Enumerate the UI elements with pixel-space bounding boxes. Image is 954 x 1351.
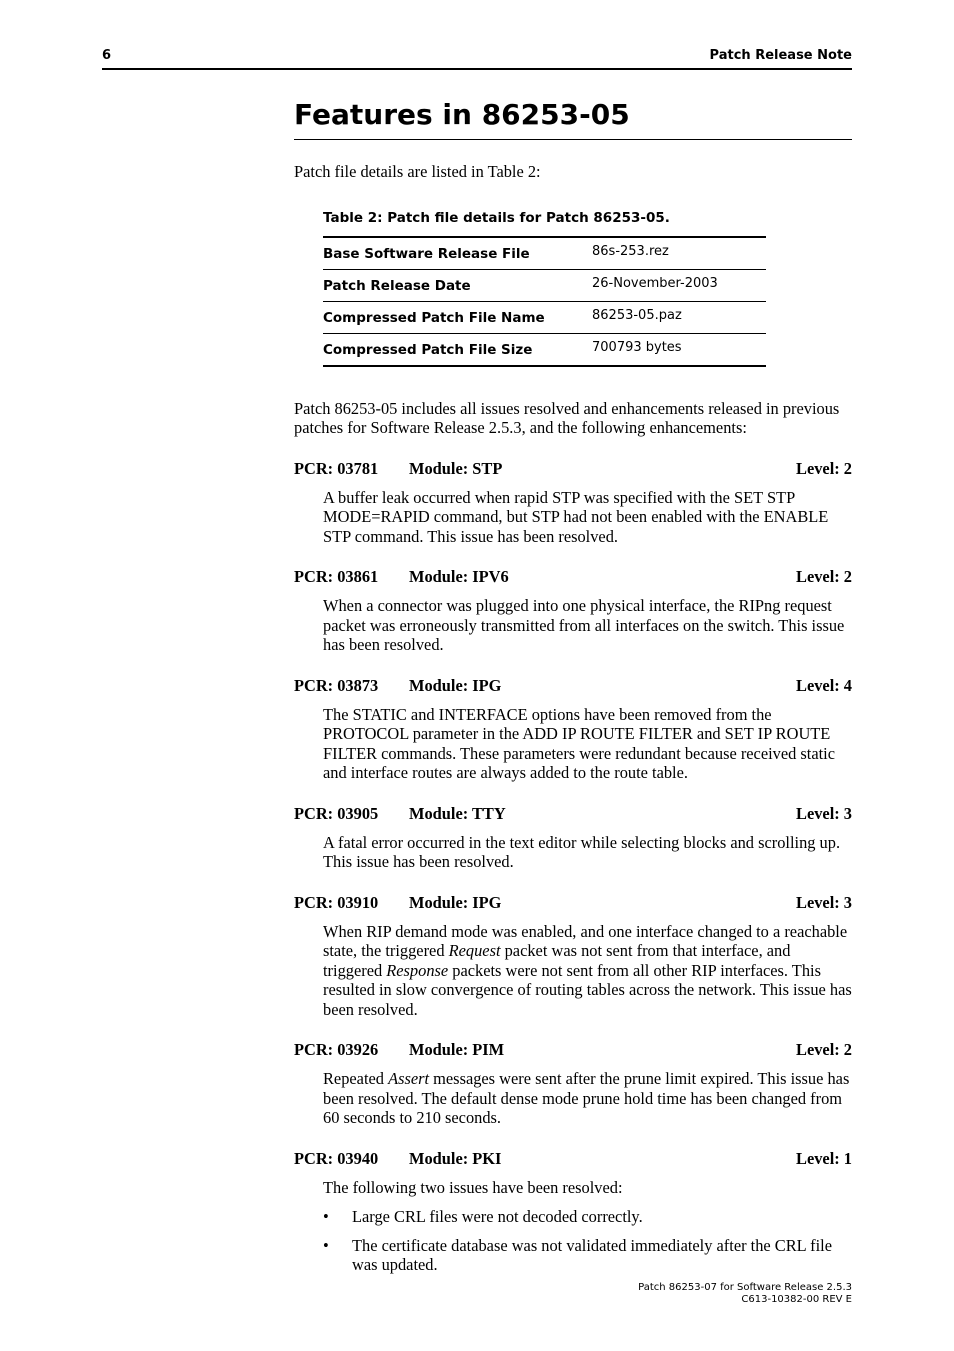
text-run: packet was not sent from that interface, and triggered bbox=[323, 941, 791, 980]
pcr-module: Module: IPG bbox=[409, 675, 502, 695]
list-item-text: The certificate database was not validated immediately after the CRL file was updated. bbox=[352, 1235, 832, 1274]
pcr-heading bbox=[294, 1040, 852, 1060]
page-number: 6 bbox=[102, 48, 112, 63]
text-run: packets were not sent from all other RIP interfaces. This resulted in slow convergence of routing tables across the network. This issue has been resolved. bbox=[323, 960, 852, 1019]
bullet-icon: • bbox=[323, 1207, 329, 1226]
table-row-label: Compressed Patch File Size bbox=[323, 342, 533, 358]
pcr-module: Module: PKI bbox=[409, 1148, 502, 1168]
bullet-list bbox=[323, 1207, 852, 1275]
pcr-description: When a connector was plugged into one physical interface, the RIPng request packet was erroneously transmitted from all interfaces on the switch. This issue has been resolved. bbox=[323, 596, 845, 654]
bullet-icon: • bbox=[323, 1235, 329, 1255]
table-row-value: 86s-253.rez bbox=[592, 237, 766, 270]
pcr-heading bbox=[294, 893, 852, 913]
pcr-number: PCR: 03905 bbox=[294, 803, 379, 823]
pcr-number: PCR: 03781 bbox=[294, 458, 379, 478]
pcr-module: Module: IPG bbox=[409, 892, 502, 912]
table-row-value: 86253-05.paz bbox=[592, 301, 766, 333]
pcr-entry bbox=[294, 1040, 852, 1128]
page-title: Features in 86253-05 bbox=[294, 96, 852, 140]
footer-line: C613-10382-00 REV E bbox=[741, 1294, 852, 1305]
pcr-level: Level: 3 bbox=[796, 892, 852, 912]
list-item-text: Large CRL files were not decoded correctly. bbox=[352, 1207, 643, 1226]
pcr-heading bbox=[294, 459, 852, 479]
pcr-level: Level: 4 bbox=[796, 675, 852, 695]
intro-paragraph: Patch file details are listed in Table 2: bbox=[294, 162, 541, 181]
pcr-module: Module: TTY bbox=[409, 803, 506, 823]
page-footer bbox=[638, 1282, 852, 1306]
pcr-entry bbox=[294, 459, 852, 547]
table-row-label: Base Software Release File bbox=[323, 237, 592, 270]
list-item bbox=[323, 1207, 852, 1227]
table-row bbox=[323, 301, 766, 333]
pcr-description: A fatal error occurred in the text editor while selecting blocks and scrolling up. This issue has been resolved. bbox=[323, 832, 841, 871]
pcr-number: PCR: 03926 bbox=[294, 1040, 379, 1059]
pcr-module: Module: IPV6 bbox=[409, 567, 509, 586]
pcr-entry bbox=[294, 804, 852, 872]
table-row-label: Patch Release Date bbox=[323, 269, 592, 301]
pcr-module: Module: PIM bbox=[409, 1040, 505, 1059]
table-row-value: 700793 bytes bbox=[592, 339, 682, 355]
pcr-number: PCR: 03861 bbox=[294, 567, 379, 586]
pcr-number: PCR: 03910 bbox=[294, 892, 379, 912]
pcr-description: A buffer leak occurred when rapid STP was specified with the SET STP MODE=RAPID command, but STP had not been enabled with the ENABLE STP command. This issue has been resolved. bbox=[323, 487, 829, 546]
pcr-description bbox=[323, 922, 852, 1020]
text-run: When RIP demand mode was enabled, and one interface changed to a reachable state, the triggered bbox=[323, 921, 848, 960]
pcr-description: The STATIC and INTERFACE options have been removed from the PROTOCOL parameter in the ADD IP ROUTE FILTER and SET IP ROUTE FILTER commands. These parameters were redundant because received static and interface routes are always added to the route table. bbox=[323, 704, 836, 782]
footer-line: Patch 86253-07 for Software Release 2.5.3 bbox=[638, 1282, 852, 1293]
pcr-module: Module: STP bbox=[409, 458, 503, 478]
main-content bbox=[294, 96, 852, 1284]
pcr-heading bbox=[294, 804, 852, 824]
pcr-level: Level: 2 bbox=[796, 458, 852, 478]
table-row-label: Compressed Patch File Name bbox=[323, 301, 592, 333]
text-run: messages were sent after the prune limit expired. This issue has been resolved. The default dense mode prune hold time has been changed from 60 seconds to 210 seconds. bbox=[323, 1069, 850, 1127]
italic-term: Response bbox=[386, 960, 449, 980]
list-item bbox=[323, 1236, 852, 1275]
pcr-description bbox=[323, 1069, 852, 1128]
pcr-level: Level: 3 bbox=[796, 803, 852, 823]
table-row bbox=[323, 333, 766, 366]
table-row bbox=[323, 237, 766, 270]
table-row bbox=[323, 269, 766, 301]
pcr-heading bbox=[294, 567, 852, 587]
pcr-description: The following two issues have been resolved: bbox=[323, 1177, 623, 1197]
italic-term: Request bbox=[448, 941, 501, 960]
pcr-heading bbox=[294, 1149, 852, 1169]
pcr-entry bbox=[294, 893, 852, 1020]
table-row-value: 26-November-2003 bbox=[592, 269, 766, 301]
italic-term: Assert bbox=[388, 1069, 430, 1088]
pcr-entry bbox=[294, 567, 852, 655]
pcr-entry bbox=[294, 1149, 852, 1275]
pcr-entry bbox=[294, 676, 852, 783]
pcr-level: Level: 2 bbox=[796, 1040, 852, 1059]
patch-details-table-block bbox=[323, 210, 766, 367]
pcr-level: Level: 1 bbox=[796, 1148, 852, 1168]
summary-paragraph: Patch 86253-05 includes all issues resolved and enhancements released in previous patches for Software Release 2.5.3, and the following enhancements: bbox=[294, 398, 840, 437]
pcr-number: PCR: 03940 bbox=[294, 1148, 379, 1168]
pcr-level: Level: 2 bbox=[796, 567, 852, 586]
patch-details-table bbox=[323, 236, 766, 367]
pcr-number: PCR: 03873 bbox=[294, 675, 379, 695]
pcr-heading bbox=[294, 676, 852, 696]
running-header bbox=[102, 48, 852, 70]
table-caption: Table 2: Patch file details for Patch 86253-05. bbox=[323, 209, 670, 226]
header-title: Patch Release Note bbox=[709, 48, 852, 63]
text-run: Repeated bbox=[323, 1069, 389, 1088]
